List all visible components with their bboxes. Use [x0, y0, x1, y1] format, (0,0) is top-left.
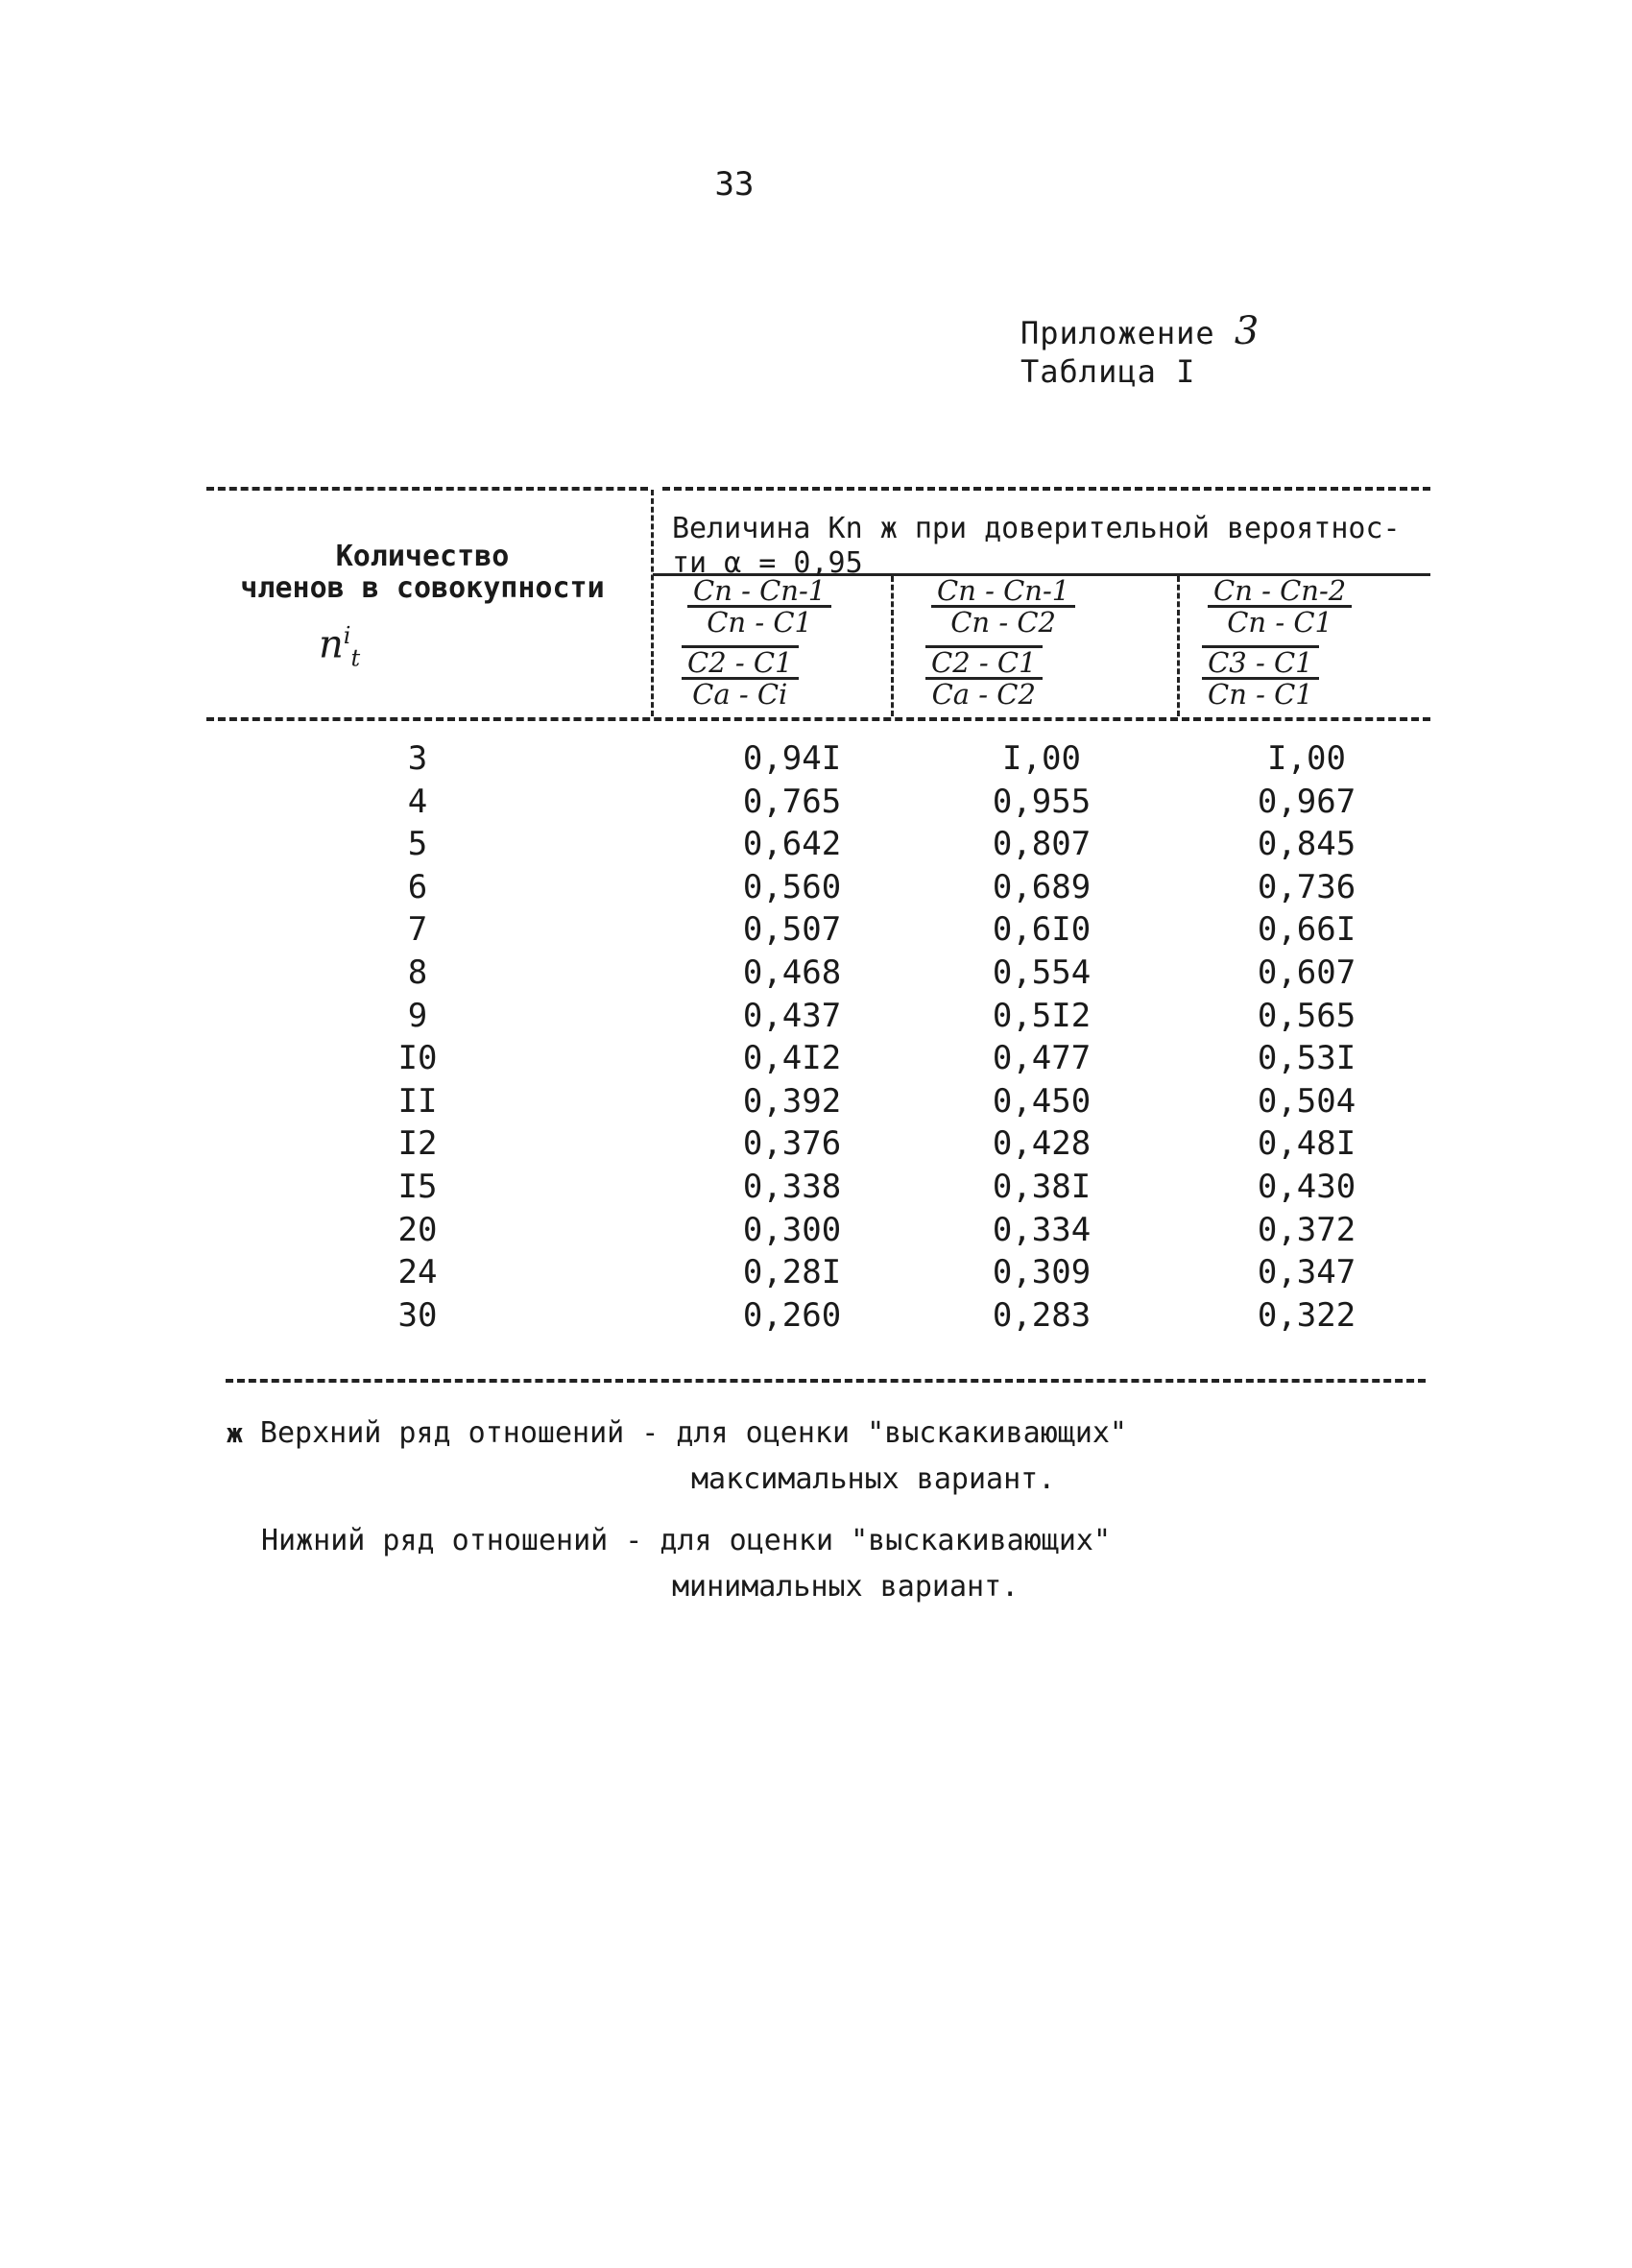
cell-ratio-1: 0,28I [742, 1253, 842, 1292]
cell-ratio-1: 0,560 [742, 867, 842, 906]
cell-ratio-1: 0,392 [742, 1081, 842, 1121]
cell-count: 8 [407, 953, 428, 992]
symbol-sub: t [350, 644, 361, 672]
table-top-rule-left [206, 487, 648, 491]
cell-ratio-1: 0,765 [742, 782, 842, 821]
symbol-main: n [319, 622, 344, 667]
cell-count: 5 [407, 825, 428, 864]
cell-ratio-3: 0,66I [1257, 910, 1356, 950]
cell-ratio-3: 0,736 [1257, 867, 1356, 906]
cell-ratio-2: 0,309 [992, 1253, 1092, 1292]
cell-ratio-1: 0,437 [742, 996, 842, 1035]
cell-ratio-3: 0,430 [1257, 1168, 1356, 1206]
formula-3-bottom [1202, 645, 1319, 709]
footnote-lower-line2: минимальных вариант. [672, 1570, 1020, 1604]
cell-ratio-3: 0,322 [1257, 1295, 1356, 1335]
cell-ratio-2: I,00 [1002, 739, 1081, 778]
table-row [0, 783, 1632, 826]
table-row [0, 1296, 1632, 1339]
table-row [0, 825, 1632, 868]
table-row [0, 1253, 1632, 1296]
cell-ratio-2: 0,283 [992, 1295, 1092, 1335]
cell-ratio-2: 0,450 [992, 1081, 1092, 1121]
cell-ratio-3: 0,48I [1257, 1124, 1356, 1164]
column-header-value [672, 512, 1401, 581]
column-header-count-line2: членов в совокупности [240, 571, 605, 605]
cell-ratio-1: 0,376 [742, 1124, 842, 1164]
cell-ratio-2: 0,689 [992, 867, 1092, 906]
formula-2-top-den: Cn - C2 [950, 606, 1056, 639]
cell-ratio-2: 0,477 [992, 1039, 1092, 1078]
header-column-separator [651, 490, 654, 716]
cell-count: 24 [397, 1253, 438, 1292]
cell-ratio-3: I,00 [1267, 739, 1346, 778]
cell-count: II [397, 1081, 438, 1121]
cell-count: 7 [407, 910, 428, 950]
page-number: 33 [714, 165, 755, 204]
formula-1-top [687, 576, 831, 637]
table-row [0, 739, 1632, 783]
cell-count: I0 [397, 1039, 438, 1078]
cell-ratio-1: 0,94I [742, 739, 842, 778]
table-bottom-rule [226, 1379, 1426, 1383]
footnote-upper [227, 1411, 1127, 1456]
formula-2-bottom [925, 645, 1043, 709]
footnote-upper-line2: максимальных вариант. [691, 1462, 1056, 1496]
cell-ratio-2: 0,807 [992, 825, 1092, 864]
appendix-number: 3 [1234, 309, 1260, 353]
cell-count: 6 [407, 867, 428, 906]
formula-2-top-num: Cn - Cn-1 [931, 576, 1075, 608]
cell-ratio-3: 0,845 [1257, 825, 1356, 864]
cell-ratio-2: 0,334 [992, 1210, 1092, 1249]
table-header-bottom-rule [206, 717, 1430, 721]
appendix-word: Приложение [1020, 315, 1215, 351]
formula-1-bot-den: Ca - Ci [692, 678, 788, 711]
formula-column-separator-2 [1177, 576, 1180, 716]
cell-ratio-1: 0,338 [742, 1168, 842, 1206]
table-row [0, 997, 1632, 1040]
cell-ratio-2: 0,955 [992, 782, 1092, 821]
column-header-symbol [319, 622, 360, 671]
table-row [0, 1124, 1632, 1168]
formula-1-top-den: Cn - C1 [707, 606, 812, 639]
table-row [0, 1211, 1632, 1254]
symbol-sup: i [343, 622, 351, 649]
cell-ratio-1: 0,507 [742, 910, 842, 950]
formula-3-top [1208, 576, 1352, 637]
cell-count: I2 [397, 1124, 438, 1164]
table-row [0, 953, 1632, 997]
cell-ratio-1: 0,300 [742, 1210, 842, 1249]
formula-column-separator-1 [891, 576, 894, 716]
formula-1-bottom [682, 645, 799, 709]
cell-ratio-3: 0,504 [1257, 1081, 1356, 1121]
cell-count: 30 [397, 1295, 438, 1335]
cell-ratio-2: 0,5I2 [992, 996, 1092, 1035]
cell-ratio-3: 0,967 [1257, 782, 1356, 821]
cell-count: 3 [407, 739, 428, 778]
cell-count: 4 [407, 782, 428, 821]
formula-2-bot-num: C2 - C1 [925, 648, 1043, 680]
cell-count: I5 [397, 1168, 438, 1206]
cell-ratio-1: 0,468 [742, 953, 842, 992]
formula-3-bot-den: Cn - C1 [1208, 678, 1313, 711]
formula-3-top-num: Cn - Cn-2 [1208, 576, 1352, 608]
cell-ratio-3: 0,53I [1257, 1039, 1356, 1078]
column-header-count-line1: Количество [335, 540, 510, 573]
cell-ratio-3: 0,372 [1257, 1210, 1356, 1249]
table-row [0, 868, 1632, 911]
cell-ratio-1: 0,260 [742, 1295, 842, 1335]
column-header-value-line2: ти α = 0,95 [672, 546, 863, 580]
formula-1-bot-num: C2 - C1 [682, 648, 799, 680]
cell-ratio-1: 0,4I2 [742, 1039, 842, 1078]
table-row [0, 1168, 1632, 1211]
table-label: Таблица I [1020, 353, 1196, 390]
formula-2-bot-den: Ca - C2 [931, 678, 1036, 711]
table-row [0, 1082, 1632, 1125]
appendix-label [1020, 309, 1260, 353]
cell-count: 9 [407, 996, 428, 1035]
footnote-lower-line1: Нижний ряд отношений - для оценки "выскакивающих" [261, 1524, 1112, 1557]
cell-ratio-2: 0,428 [992, 1124, 1092, 1164]
cell-ratio-3: 0,565 [1257, 996, 1356, 1035]
formula-3-top-den: Cn - C1 [1227, 606, 1332, 639]
column-header-count [202, 541, 643, 604]
table-top-rule-right [662, 487, 1430, 491]
cell-count: 20 [397, 1210, 438, 1249]
cell-ratio-2: 0,554 [992, 953, 1092, 992]
footnote-upper-line1: Верхний ряд отношений - для оценки "выскакивающих" [259, 1416, 1127, 1450]
cell-ratio-2: 0,38I [992, 1168, 1092, 1206]
column-header-value-line1: Величина Кn ж при доверительной вероятнос- [672, 512, 1401, 545]
formula-2-top [931, 576, 1075, 637]
footnote-mark: ж [227, 1417, 243, 1449]
cell-ratio-3: 0,607 [1257, 953, 1356, 992]
table-row [0, 1039, 1632, 1082]
cell-ratio-1: 0,642 [742, 825, 842, 864]
cell-ratio-3: 0,347 [1257, 1253, 1356, 1292]
formula-3-bot-num: C3 - C1 [1202, 648, 1319, 680]
cell-ratio-2: 0,6I0 [992, 910, 1092, 950]
formula-1-top-num: Cn - Cn-1 [687, 576, 831, 608]
table-row [0, 910, 1632, 953]
